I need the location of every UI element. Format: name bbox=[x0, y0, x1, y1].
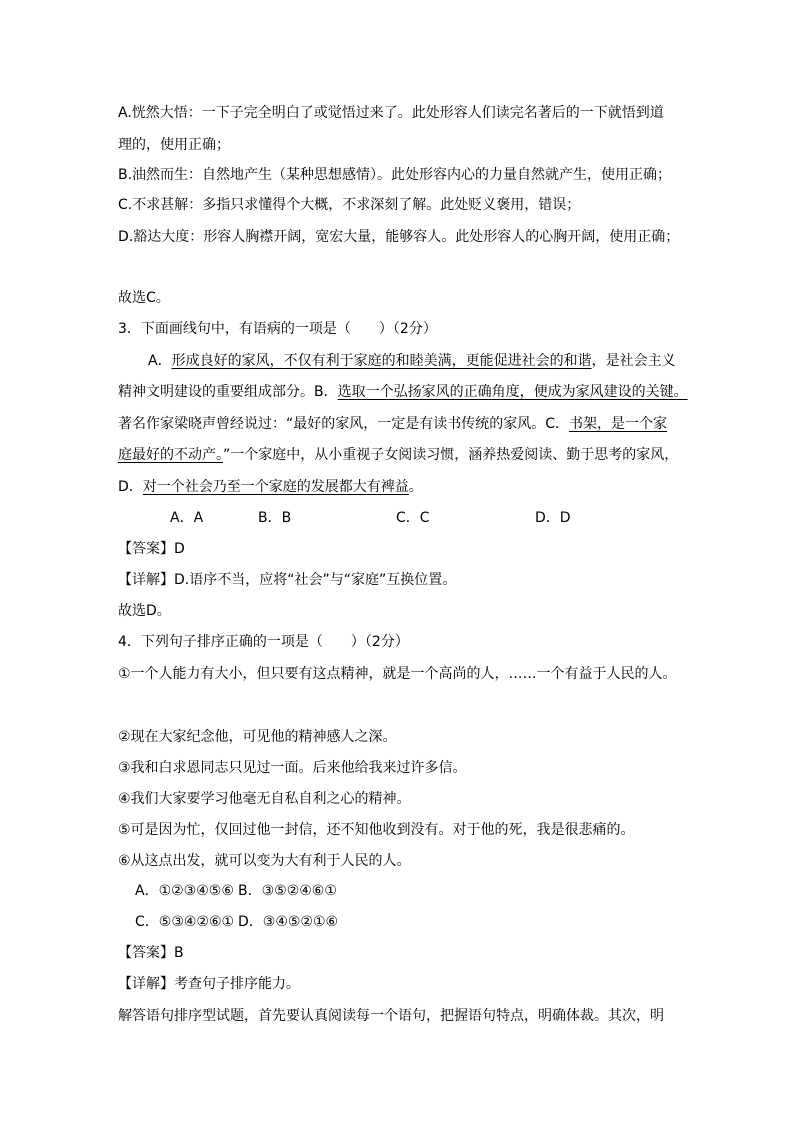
text-segment: 【详解】D.语序不当，应将“社会”与“家庭”互换位置。 bbox=[118, 572, 457, 588]
underlined-sentence: 对一个社会乃至一个家庭的发展都大有裨益 bbox=[142, 479, 409, 495]
text-segment: ，是社会主义 bbox=[591, 353, 676, 369]
text-line bbox=[118, 728, 397, 746]
text-segment: 。 bbox=[408, 479, 423, 495]
text-line bbox=[118, 446, 678, 464]
text-line bbox=[148, 352, 676, 370]
text-segment: 著名作家梁晓声曾经说过：“最好的家风，一定是有读书传统的家风。C． bbox=[118, 416, 570, 432]
q4-option-d: D．③④⑤②①⑥ bbox=[238, 914, 339, 930]
text-line bbox=[118, 415, 667, 433]
text-segment: B.油然而生：自然地产生（某种思想感情）。此处形容内心的力量自然就产生，使用正确； bbox=[118, 167, 672, 183]
q3-option-b: B．B bbox=[258, 510, 292, 526]
text-segment: 故选D。 bbox=[118, 603, 171, 619]
text-segment: 理的，使用正确； bbox=[118, 137, 230, 153]
text-segment: ②现在大家纪念他，可见他的精神感人之深。 bbox=[118, 729, 397, 745]
text-line bbox=[118, 975, 300, 993]
text-line bbox=[118, 1007, 664, 1025]
text-line bbox=[118, 633, 409, 651]
q3-option-d: D．D bbox=[535, 510, 571, 526]
q3-option-a: A．A bbox=[170, 510, 204, 526]
text-segment: ”一个家庭中，从小重视子女阅读习惯，涵养热爱阅读、勤于思考的家风， bbox=[223, 447, 679, 463]
text-segment: 精神文明建设的重要组成部分。B． bbox=[118, 384, 338, 400]
text-line bbox=[118, 104, 664, 122]
underlined-sentence: 庭最好的不动产。 bbox=[118, 447, 223, 463]
text-segment: A.恍然大悟：一下子完全明白了或觉悟过来了。此处形容人们读完名著后的一下就悟到道 bbox=[118, 105, 664, 121]
text-segment: 3．下面画线句中，有语病的一项是（ ）（2分） bbox=[118, 321, 437, 337]
text-line bbox=[118, 852, 411, 870]
text-line bbox=[118, 136, 230, 154]
text-line bbox=[118, 944, 184, 962]
text-segment: ①一个人能力有大小，但只要有这点精神，就是一个高尚的人，……一个有益于人民的人。 bbox=[118, 666, 677, 682]
text-line bbox=[118, 196, 580, 214]
text-line bbox=[118, 166, 671, 184]
underlined-sentence: 形成良好的家风，不仅有利于家庭的和睦美满，更能促进社会的和谐 bbox=[171, 353, 592, 369]
underlined-sentence: 书架，是一个家 bbox=[569, 416, 668, 432]
text-line bbox=[118, 478, 423, 496]
text-segment: ⑥从这点出发，就可以变为大有利于人民的人。 bbox=[118, 853, 411, 869]
text-line bbox=[118, 289, 170, 307]
text-segment: C.不求甚解：多指只求懂得个大概，不求深刻了解。此处贬义褒用，错误； bbox=[118, 197, 581, 213]
text-line bbox=[118, 665, 677, 683]
text-line bbox=[118, 228, 679, 246]
text-segment: 4．下列句子排序正确的一项是（ ）（2分） bbox=[118, 634, 409, 650]
text-segment: D． bbox=[118, 479, 143, 495]
q4-option-b: B．③⑤②④⑥① bbox=[238, 883, 337, 899]
text-segment: ③我和白求恩同志只见过一面。后来他给我来过许多信。 bbox=[118, 760, 467, 776]
text-line bbox=[118, 540, 185, 558]
text-segment: D.豁达大度：形容人胸襟开阔，宽宏大量，能够容人。此处形容人的心胸开阔，使用正确； bbox=[118, 229, 680, 245]
text-segment: 【答案】D bbox=[118, 541, 185, 557]
text-line bbox=[118, 571, 456, 589]
q4-option-c: C．⑤③④②⑥① bbox=[135, 914, 235, 930]
text-segment: A． bbox=[148, 353, 172, 369]
text-segment: ④我们大家要学习他毫无自私自利之心的精神。 bbox=[118, 791, 411, 807]
text-segment: ⑤可是因为忙，仅回过他一封信，还不知他收到没有。对于他的死，我是很悲痛的。 bbox=[118, 822, 635, 838]
text-line bbox=[118, 821, 635, 839]
text-line bbox=[118, 759, 467, 777]
underlined-sentence: 选取一个弘扬家风的正确角度，便成为家风建设的关键。 bbox=[337, 384, 688, 400]
text-segment: 【详解】考查句子排序能力。 bbox=[118, 976, 300, 992]
text-segment: 故选C。 bbox=[118, 290, 170, 306]
text-line bbox=[118, 790, 411, 808]
text-line bbox=[118, 320, 437, 338]
q4-option-a: A．①②③④⑤⑥ bbox=[135, 883, 234, 899]
text-line bbox=[118, 602, 171, 620]
q3-option-c: C．C bbox=[396, 510, 430, 526]
text-line bbox=[118, 383, 688, 401]
text-segment: 【答案】B bbox=[118, 945, 184, 961]
text-segment: 解答语句排序型试题，首先要认真阅读每一个语句，把握语句特点，明确体裁。其次，明 bbox=[118, 1008, 664, 1024]
